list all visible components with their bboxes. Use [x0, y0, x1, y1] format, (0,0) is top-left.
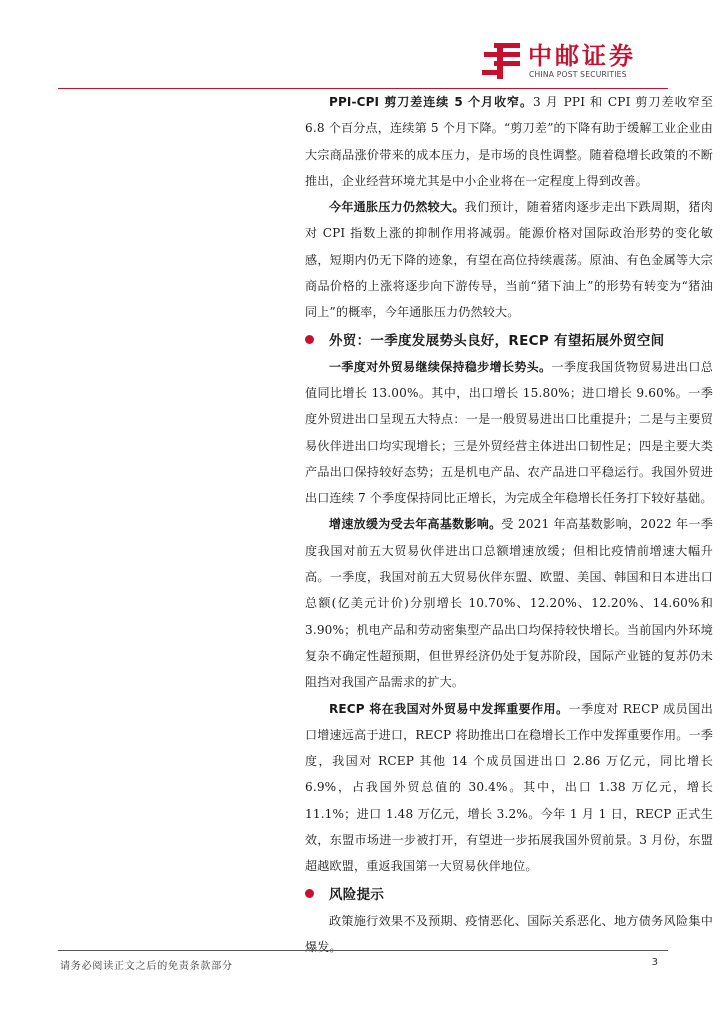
paragraph-text: 受 2021 年高基数影响，2022 年一季度我国对前五大贸易伙伴进出口总额增速放缓；但相比疫情前增速大幅升高。一季度，我国对前五大贸易伙伴东盟、欧盟、美国、韩国和日本进出口总额(亿美元计价)分别增长 10.70%、12.20%、12.20%、14.60%和 3.90%；机电产品和劳动密集型产品出口均保持较快增长。当前国内外环境复杂不确定性超预期，但世界经济仍处于复苏阶段，国际产业链的复苏仍未阻挡对我国产品需求的扩大。 — [305, 517, 713, 690]
paragraph-lead: RECP 将在我国对外贸易中发挥重要作用。 — [329, 701, 569, 716]
section-heading-risk — [305, 880, 713, 908]
paragraph-text: 一季度我国货物贸易进出口总值同比增长 13.00%。其中，出口增长 15.80%；进口增长 9.60%。一季度外贸进出口呈现五大特点：一是一般贸易进出口比重提升；二是与主要贸易伙伴进出口均实现增长；三是外贸经营主体进出口韧性足；四是主要大类产品出口保持较好态势；五是机电产品、农产品进口平稳运行。我国外贸进出口连续 7 个季度保持同比正增长，为完成全年稳增长任务打下较好基础。 — [305, 359, 714, 506]
paragraph-risk — [305, 908, 713, 961]
paragraph-text: 3 月 PPI 和 CPI 剪刀差收窄至 6.8 个百分点，连续第 5 个月下降。“剪刀差”的下降有助于缓解工业企业由大宗商品涨价带来的成本压力，是市场的良性调整。随着稳增长政策的不断推出，企业经营环境尤其是中小企业将在一定程度上得到改善。 — [305, 95, 713, 188]
paragraph-recp — [305, 696, 713, 880]
paragraph-growth-slowdown — [305, 511, 713, 695]
bullet-icon — [305, 335, 314, 344]
paragraph-text: 我们预计，随着猪肉逐步走出下跌周期，猪肉对 CPI 指数上涨的抑制作用将减弱。能源价格对国际政治形势的变化敏感，短期内仍无下降的迹象，有望在高位持续震荡。原油、有色金属等大宗商品价格的上涨将逐步向下游传导，当前“猪下油上”的形势有转变为“猪油同上”的概率，今年通胀压力仍然较大。 — [305, 200, 713, 320]
page-number: 3 — [651, 957, 658, 968]
paragraph-lead: 增速放缓为受去年高基数影响。 — [329, 517, 502, 532]
footer-divider — [58, 950, 668, 951]
logo-text-cn: 中邮证券 — [528, 42, 636, 70]
logo-text-en: CHINA POST SECURITIES — [529, 70, 627, 79]
paragraph-q1-trade — [305, 354, 713, 512]
paragraph-inflation — [305, 194, 713, 325]
section-title: 风险提示 — [329, 886, 385, 903]
paragraph-ppi-cpi — [305, 89, 713, 194]
section-title: 外贸：一季度发展势头良好，RECP 有望拓展外贸空间 — [329, 332, 665, 349]
paragraph-text: 政策施行效果不及预期、疫情恶化、国际关系恶化、地方债务风险集中爆发。 — [305, 913, 713, 954]
company-logo — [478, 40, 668, 84]
paragraph-lead: 一季度对外贸易继续保持稳步增长势头。 — [329, 359, 552, 374]
paragraph-text: 一季度对 RECP 成员国出口增速远高于进口，RECP 将助推出口在稳增长工作中发挥重要作用。一季度，我国对 RCEP 其他 14 个成员国进出口 2.86 万亿元，同比增长 6.9%，占我国外贸总值的 30.4%。其中，出口 1.38 万亿元，增长 11.1%；进口 1.48 万亿元，增长 3.2%。今年 1 月 1 日，RECP 正式生效，东盟市场进一步被打开，有望进一步拓展我国外贸前景。3 月份，东盟超越欧盟，重返我国第一大贸易伙伴地位。 — [305, 701, 713, 874]
disclaimer-note: 请务必阅读正文之后的免责条款部分 — [60, 961, 233, 972]
section-heading-trade — [305, 326, 713, 354]
paragraph-lead: 今年通胀压力仍然较大。 — [329, 200, 465, 215]
china-post-logo-icon — [478, 40, 524, 82]
paragraph-lead: PPI-CPI 剪刀差连续 5 个月收窄。 — [329, 95, 534, 109]
bullet-icon — [305, 889, 314, 898]
main-content — [305, 89, 713, 960]
